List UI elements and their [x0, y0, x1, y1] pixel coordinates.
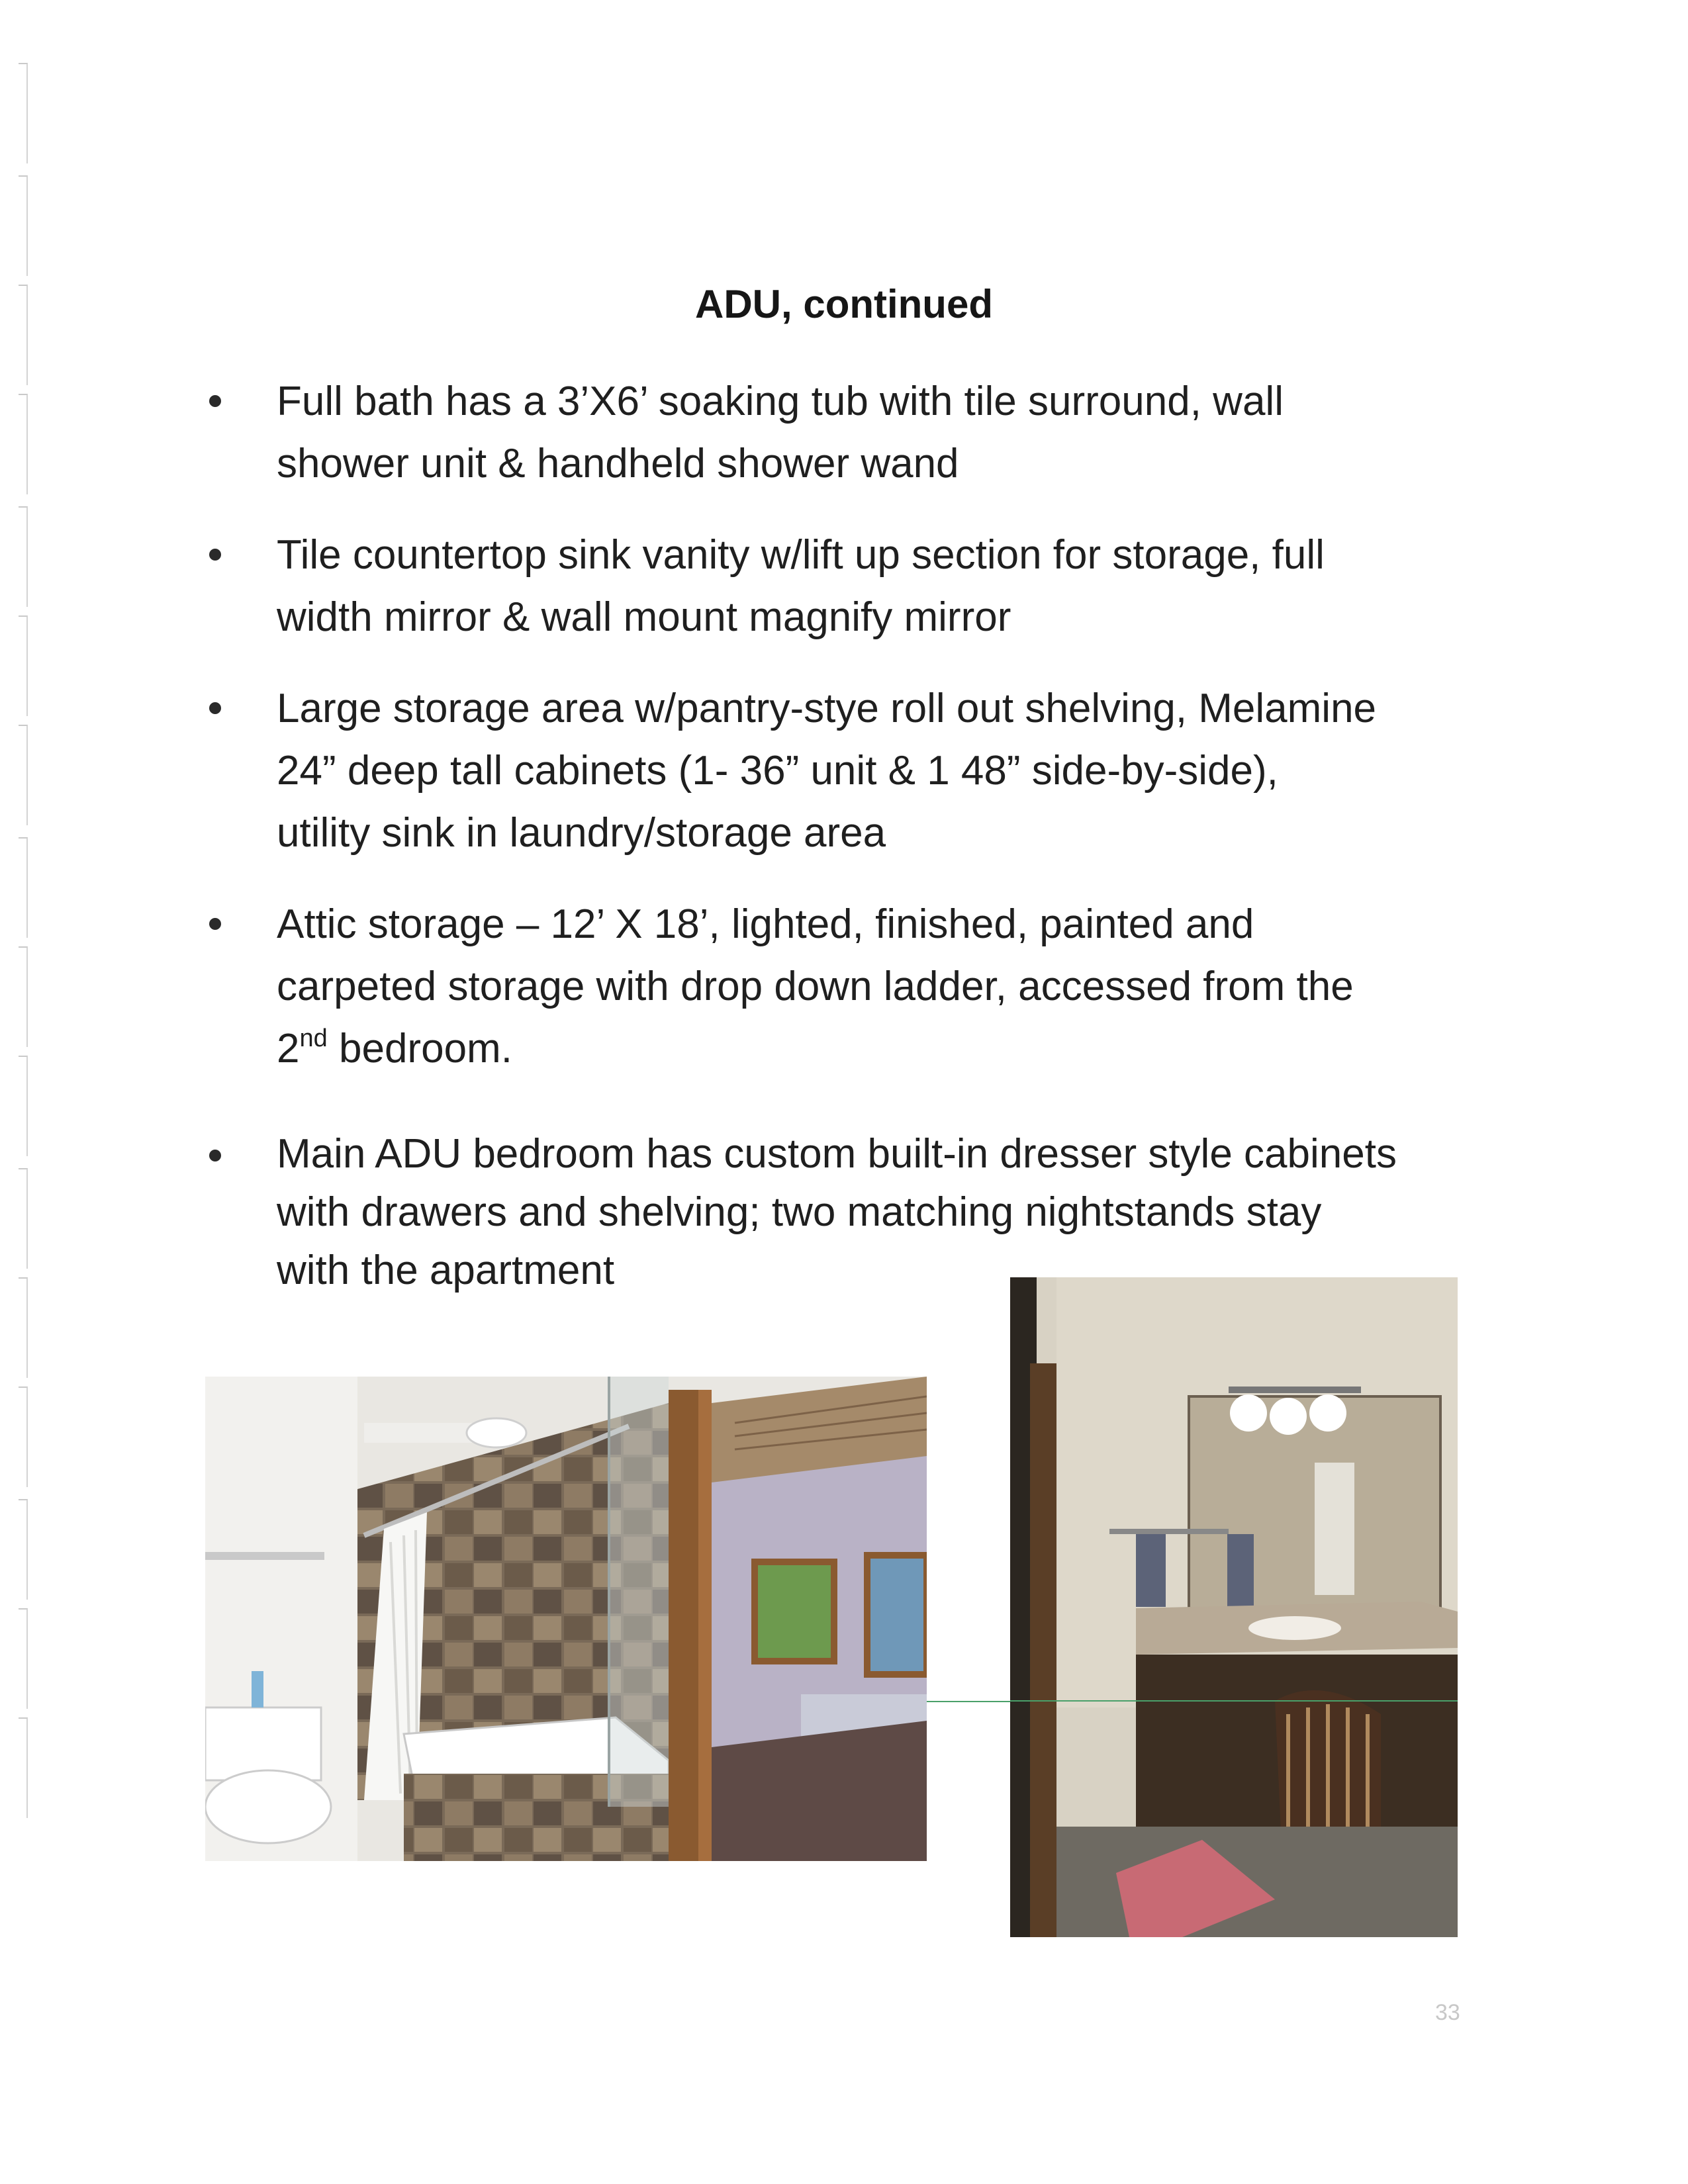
bullet-line: Attic storage – 12’ X 18’, lighted, finished, painted and	[277, 901, 1254, 947]
bullet-dot-icon	[209, 702, 221, 714]
bullet-text	[277, 1125, 1475, 1300]
page-title: ADU, continued	[695, 282, 993, 326]
bullet-dot-icon	[209, 395, 221, 407]
bullet-line: Large storage area w/pantry-stye roll out shelving, Melamine	[277, 686, 1377, 731]
bullet-dot-icon	[209, 549, 221, 561]
bullet-text	[277, 678, 1475, 864]
page-number: 33	[1435, 2000, 1460, 2025]
bullet-line: carpeted storage with drop down ladder, accessed from the	[277, 964, 1354, 1009]
bullet-text	[277, 893, 1475, 1080]
bathroom-tub-photo	[205, 1377, 927, 1861]
ordinal-number: 2	[277, 1026, 300, 1071]
bullet-line-last	[277, 1018, 1475, 1080]
bullet-dot-icon	[209, 1150, 221, 1161]
bullet-line: utility sink in laundry/storage area	[277, 810, 886, 856]
bullet-line: Full bath has a 3’X6’ soaking tub with tile surround, wall	[277, 379, 1284, 424]
bullet-line: shower unit & handheld shower wand	[277, 441, 959, 486]
bullet-dot-icon	[209, 918, 221, 930]
bullet-line: 24” deep tall cabinets (1- 36” unit & 1 48” side-by-side),	[277, 748, 1278, 794]
bullet-text	[277, 371, 1475, 495]
bullet-line-tail: bedroom.	[327, 1026, 512, 1071]
bullet-line: Main ADU bedroom has custom built-in dresser style cabinets	[277, 1131, 1397, 1177]
ordinal-suffix: nd	[299, 1024, 328, 1052]
scan-line	[927, 1701, 1010, 1702]
bullet-line: with drawers and shelving; two matching nightstands stay	[277, 1189, 1322, 1235]
bullet-text	[277, 524, 1475, 649]
vanity-photo	[1010, 1277, 1458, 1937]
bullet-line: with the apartment	[277, 1248, 615, 1293]
bullet-line: Tile countertop sink vanity w/lift up section for storage, full	[277, 532, 1325, 578]
bullet-line: width mirror & wall mount magnify mirror	[277, 594, 1011, 640]
